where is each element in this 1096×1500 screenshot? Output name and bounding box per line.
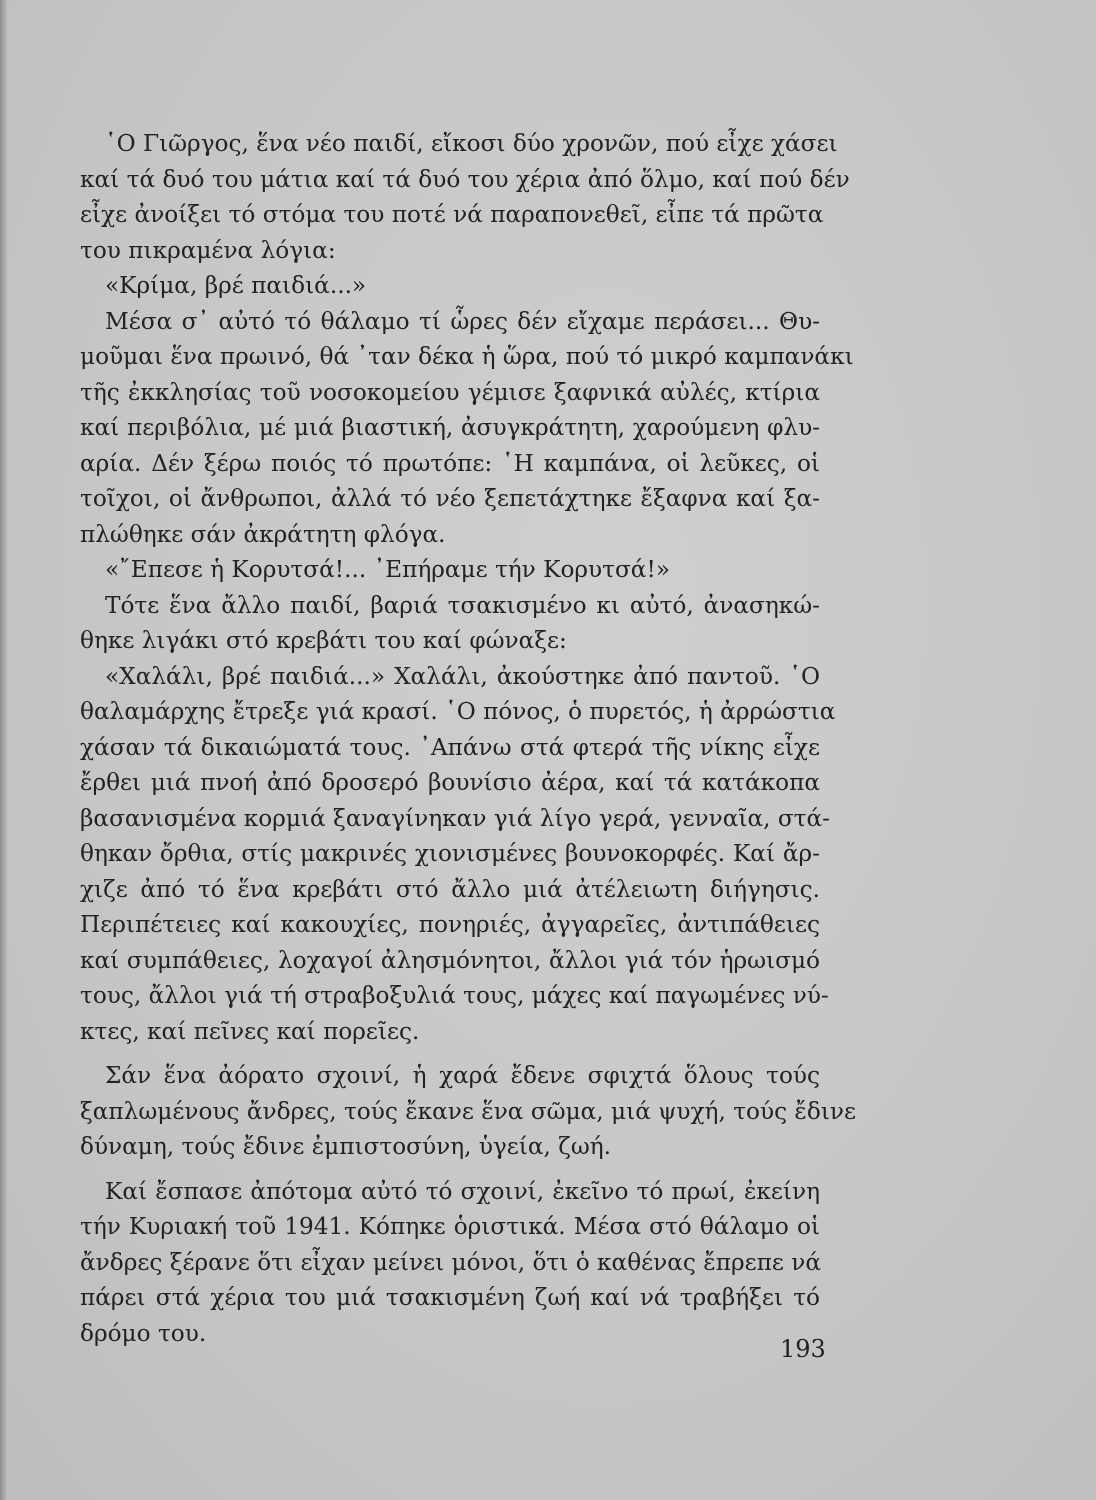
- text-line: του πικραμένα λόγια:: [80, 236, 336, 264]
- text-line: Μέσα σ᾿ αὐτό τό θάλαμο τί ὧρες δέν εἴχαμε περάσει... Θυ-: [105, 307, 820, 335]
- text-line: βασανισμένα κορμιά ξαναγίνηκαν γιά λίγο γερά, γενναῖα, στά-: [80, 804, 831, 832]
- text-line: τους, ἄλλοι γιά τή στραβοξυλιά τους, μάχες καί παγωμένες νύ-: [80, 982, 829, 1009]
- text-line: καί συμπάθειες, λοχαγοί ἀλησμόνητοι, ἄλλοι γιά τόν ἡρωισμό: [80, 946, 820, 974]
- text-line: θηκε λιγάκι στό κρεβάτι του καί φώναξε:: [80, 627, 567, 654]
- text-line: ξαπλωμένους ἄνδρες, τούς ἔκανε ἕνα σῶμα, μιά ψυχή, τούς ἔδινε: [80, 1097, 857, 1125]
- text-line: ἔρθει μιά πνοή ἀπό δροσερό βουνίσιο ἀέρα, καί τά κατάκοπα: [80, 769, 820, 796]
- text-line: μοῦμαι ἕνα πρωινό, θά ᾿ταν δέκα ἡ ὥρα, πού τό μικρό καμπανάκι: [80, 343, 854, 370]
- text-line: τῆς ἐκκλησίας τοῦ νοσοκομείου γέμισε ξαφνικά αὐλές, κτίρια: [80, 378, 820, 406]
- text-line: εἶχε ἀνοίξει τό στόμα του ποτέ νά παραπονεθεῖ, εἶπε τά πρῶτα: [80, 201, 824, 228]
- text-line: «Κρίμα, βρέ παιδιά...»: [105, 272, 367, 299]
- text-line: ἄνδρες ξέρανε ὅτι εἶχαν μείνει μόνοι, ὅτι ὁ καθένας ἔπρεπε νά: [80, 1248, 821, 1276]
- text-line: δρόμο του.: [80, 1319, 207, 1347]
- text-line: Περιπέτειες καί κακουχίες, πονηριές, ἀγγαρεῖες, ἀντιπάθειες: [80, 911, 820, 938]
- text-line: θηκαν ὄρθια, στίς μακρινές χιονισμένες βουνοκορφές. Καί ἄρ-: [80, 840, 820, 867]
- text-line: Καί ἔσπασε ἀπότομα αὐτό τό σχοινί, ἐκεῖνο τό πρωί, ἐκείνη: [105, 1177, 820, 1205]
- text-line: Τότε ἕνα ἄλλο παιδί, βαριά τσακισμένο κι αὐτό, ἀνασηκώ-: [105, 591, 820, 619]
- text-line: ῾Ο Γιῶργος, ἕνα νέο παιδί, εἴκοσι δύο χρονῶν, πού εἶχε χάσει: [105, 130, 838, 157]
- text-line: δύναμη, τούς ἔδινε ἐμπιστοσύνη, ὑγεία, ζωή.: [80, 1133, 612, 1160]
- text-line: θαλαμάρχης ἔτρεξε γιά κρασί. ῾Ο πόνος, ὁ πυρετός, ἡ ἀρρώστια: [80, 698, 836, 725]
- text-line: χάσαν τά δικαιώματά τους. ᾿Απάνω στά φτερά τῆς νίκης εἶχε: [80, 733, 820, 761]
- page-number: 193: [780, 1335, 826, 1363]
- text-line: κτες, καί πεῖνες καί πορεῖες.: [80, 1017, 420, 1045]
- text-line: Σάν ἕνα ἀόρατο σχοινί, ἡ χαρά ἔδενε σφιχτά ὅλους τούς: [105, 1062, 820, 1089]
- text-line: αρία. Δέν ξέρω ποιός τό πρωτόπε: ῾Η καμπάνα, οἱ λεῦκες, οἱ: [80, 449, 820, 477]
- text-line: πλώθηκε σάν ἀκράτητη φλόγα.: [80, 520, 446, 548]
- text-line: τοῖχοι, οἱ ἄνθρωποι, ἀλλά τό νέο ξεπετάχτηκε ἔξαφνα καί ξα-: [80, 485, 820, 512]
- text-line: «῎Επεσε ἡ Κορυτσά!... ᾿Επήραμε τήν Κορυτσά!»: [105, 556, 670, 583]
- page-gutter-edge: [0, 0, 8, 1500]
- text-line: τήν Κυριακή τοῦ 1941. Κόπηκε ὁριστικά. Μέσα στό θάλαμο οἱ: [80, 1213, 820, 1240]
- text-line: καί τά δυό του μάτια καί τά δυό του χέρια ἀπό ὅλμο, καί πού δέν: [80, 165, 850, 193]
- text-line: χιζε ἀπό τό ἕνα κρεβάτι στό ἄλλο μιά ἀτέλειωτη διήγησις.: [80, 875, 820, 903]
- text-line: «Χαλάλι, βρέ παιδιά...» Χαλάλι, ἀκούστηκε ἀπό παντοῦ. ῾Ο: [105, 662, 820, 690]
- text-line: καί περιβόλια, μέ μιά βιαστική, ἀσυγκράτητη, χαρούμενη φλυ-: [80, 414, 820, 441]
- text-line: πάρει στά χέρια του μιά τσακισμένη ζωή καί νά τραβήξει τό: [80, 1284, 820, 1311]
